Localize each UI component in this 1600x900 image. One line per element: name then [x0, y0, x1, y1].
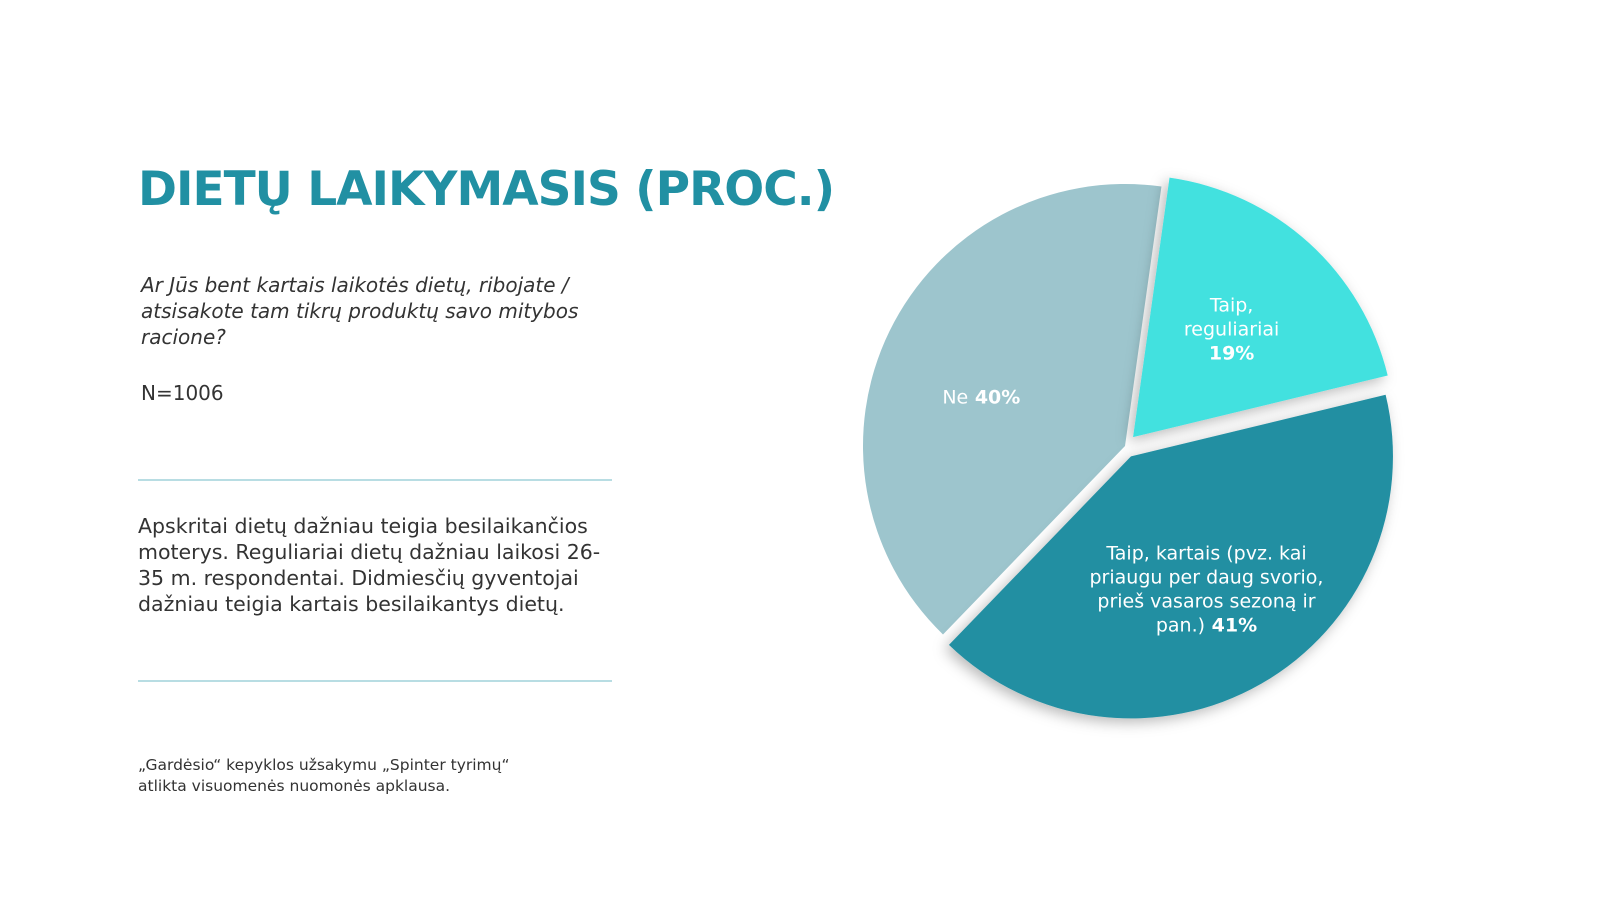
- summary-text: Apskritai dietų dažniau teigia besilaikančios moterys. Reguliariai dietų dažniau laikosi 26-35 m. respondentai. Didmiesčių gyventojai dažniau teigia kartais besilaikantys dietų.: [138, 514, 601, 616]
- pie-label-line: prieš vasaros sezoną ir: [1097, 590, 1316, 613]
- source-note: „Gardėsio“ kepyklos užsakymu „Spinter tyrimų“ atlikta visuomenės nuomonės apklausa.: [138, 756, 510, 795]
- page-title: DIETŲ LAIKYMASIS (PROC.): [138, 162, 835, 217]
- pie-label-line: priaugu per daug svorio,: [1089, 566, 1324, 589]
- pie-label-3: [942, 387, 1020, 409]
- pie-value-label: 41%: [1205, 614, 1258, 637]
- pie-label-line: Ne: [942, 386, 969, 409]
- pie-label-line: pan.): [1155, 614, 1206, 637]
- survey-question: Ar Jūs bent kartais laikotės dietų, ribojate / atsisakote tam tikrų produktų savo mitybos racione?: [141, 273, 579, 349]
- pie-value-label: 19%: [1208, 342, 1255, 365]
- sample-size: N=1006: [141, 381, 224, 405]
- pie-label-line: Taip,: [1209, 294, 1254, 317]
- pie-label-line: Taip, kartais (pvz. kai: [1106, 542, 1307, 565]
- pie-label-line: reguliariai: [1183, 318, 1280, 341]
- pie-slice-1: [1133, 178, 1388, 437]
- pie-value-label: 40%: [968, 386, 1021, 409]
